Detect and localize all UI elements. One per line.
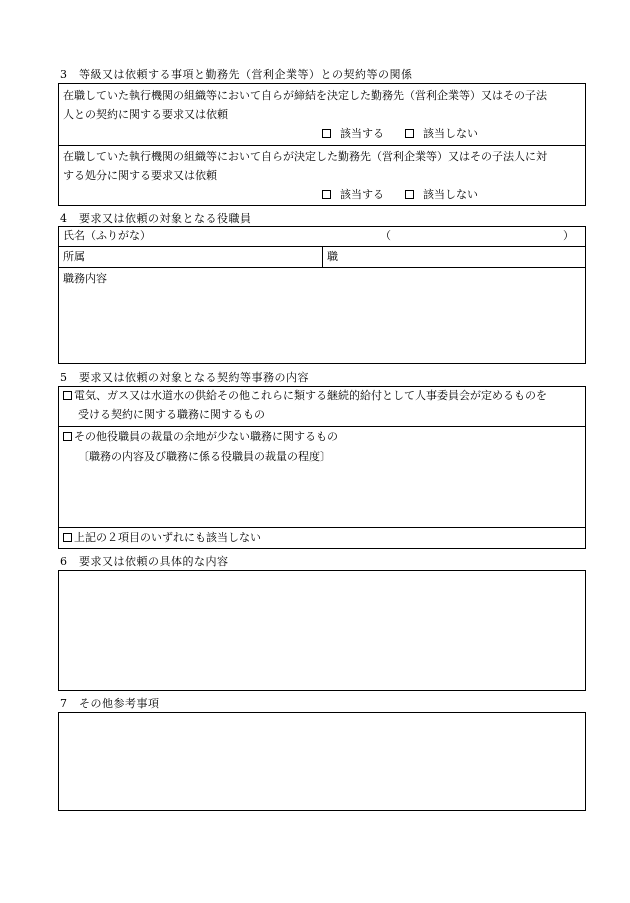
section-3-q1-line2: 人との契約に関する要求又は依頼 [63,108,228,121]
name-paren-open: （ [380,229,391,242]
section-5-title: 5 要求又は依頼の対象となる契約等事務の内容 [60,371,309,384]
q2-no-checkbox[interactable] [405,190,414,199]
option-1-line2: 受ける契約に関する職務に関するもの [78,408,265,421]
section-7-input[interactable] [58,712,586,811]
option-2-text: その他役職員の裁量の余地が少ない職務に関するもの [74,430,338,443]
q2-yes-checkbox[interactable] [322,190,331,199]
section-3-q1-options [322,127,478,141]
duties-label: 職務内容 [63,272,107,285]
option-3-line[interactable] [63,531,261,545]
section-3-divider [58,145,586,146]
q1-no-label: 該当しない [422,127,478,140]
section-3-q2-line1: 在職していた執行機関の組織等において自らが決定した勤務先（営利企業等）又はその子法人に対 [63,150,547,163]
option-2-detail-input[interactable] [78,466,582,524]
option-2-checkbox[interactable] [63,432,72,441]
q1-yes-checkbox[interactable] [322,129,331,138]
option-3-text: 上記の２項目のいずれにも該当しない [74,531,261,544]
affiliation-label: 所属 [63,250,85,263]
option-2-line2: 〔職務の内容及び職務に係る役職員の裁量の程度〕 [78,450,331,463]
section-3-q2-options [322,188,478,202]
q2-no-label: 該当しない [422,188,478,201]
section-4-vdivider [322,246,323,267]
section-4-title: 4 要求又は依頼の対象となる役職員 [60,212,252,225]
name-furigana-input[interactable] [396,228,558,244]
name-paren-close: ） [563,229,574,242]
option-3-checkbox[interactable] [63,533,72,542]
section-5-divider-2 [58,527,586,528]
q2-no-option[interactable] [405,188,478,201]
name-label: 氏名（ふりがな） [63,229,151,242]
option-1-text: 電気、ガス又は水道水の供給その他これらに類する継続的給付として人事委員会が定めるものを [74,389,547,402]
q2-yes-option[interactable] [322,188,384,201]
section-3-q2-line2: する処分に関する要求又は依頼 [63,169,217,182]
q1-no-checkbox[interactable] [405,129,414,138]
q1-no-option[interactable] [405,127,478,140]
section-4-divider-2 [58,267,586,268]
position-label: 職 [327,250,338,263]
duties-input[interactable] [62,288,582,360]
q2-yes-label: 該当する [340,188,384,201]
q1-yes-option[interactable] [322,127,384,140]
option-1-checkbox[interactable] [63,391,72,400]
q1-yes-label: 該当する [340,127,384,140]
section-3-q1-line1: 在職していた執行機関の組織等において自らが締結を決定した勤務先（営利企業等）又はその子法 [63,89,547,102]
section-6-title: 6 要求又は依頼の具体的な内容 [60,555,229,568]
section-6-input[interactable] [58,570,586,691]
section-7-title: 7 その他参考事項 [60,697,160,710]
option-1-line1[interactable] [63,389,547,403]
section-3-title: 3 等級又は依頼する事項と勤務先（営利企業等）との契約等の関係 [60,68,413,81]
section-5-divider-1 [58,426,586,427]
option-2-line1[interactable] [63,430,338,444]
